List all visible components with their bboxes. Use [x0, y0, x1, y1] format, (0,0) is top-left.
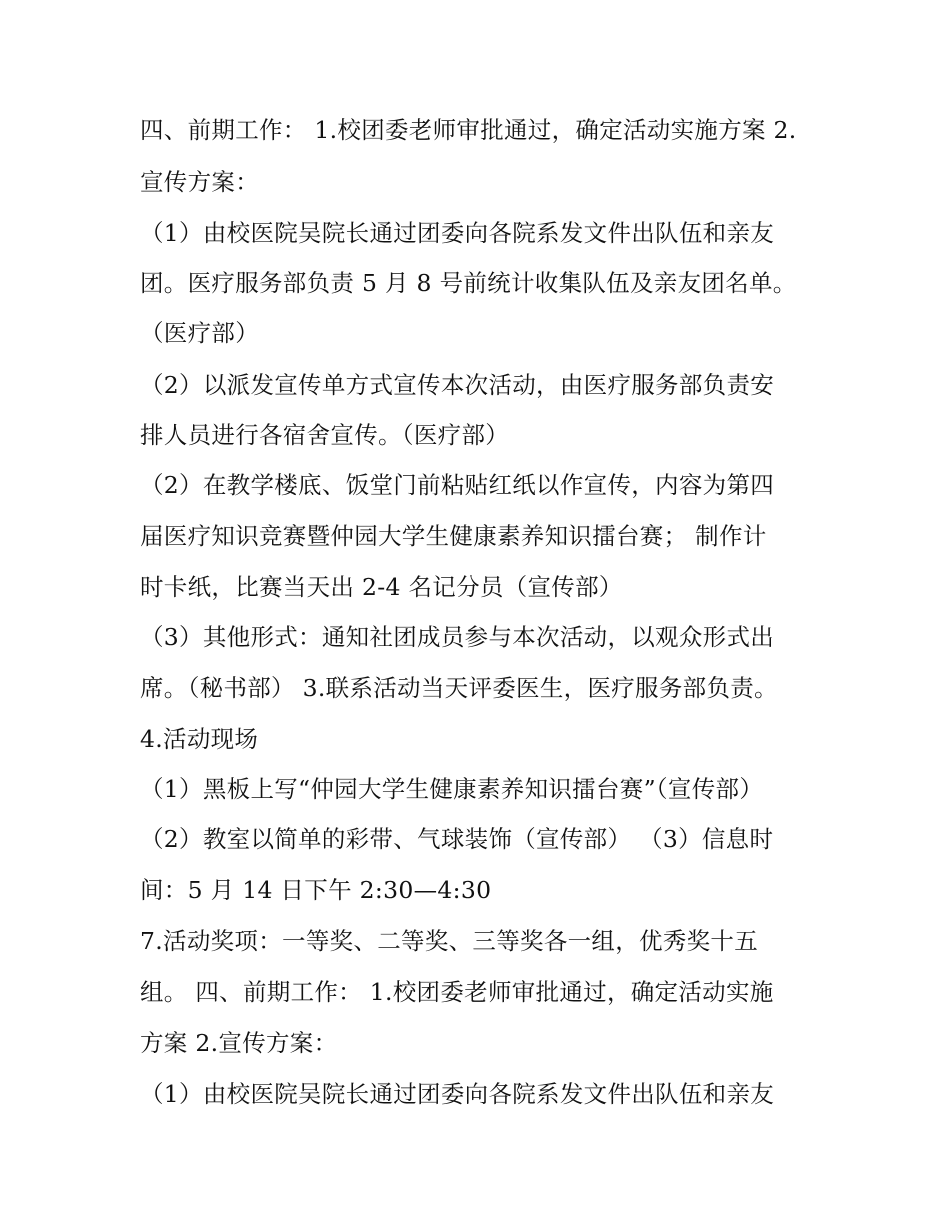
- text-line: 四、前期工作： 1.校团委老师审批通过，确定活动实施方案 2.: [140, 116, 797, 144]
- text-line: （2）以派发宣传单方式宣传本次活动，由医疗服务部负责安: [140, 371, 775, 399]
- text-line: 团。医疗服务部负责 5 月 8 号前统计收集队伍及亲友团名单。: [140, 269, 797, 297]
- text-line: （2）教室以简单的彩带、气球装饰（宣传部） （3）信息时: [140, 825, 774, 853]
- text-line: （2）在教学楼底、饭堂门前粘贴红纸以作宣传，内容为第四: [140, 471, 775, 499]
- text-line: 届医疗知识竞赛暨仲园大学生健康素养知识擂台赛； 制作计: [140, 522, 767, 550]
- text-line: （1）由校医院吴院长通过团委向各院系发文件出队伍和亲友: [140, 219, 775, 247]
- text-line: （3）其他形式：通知社团成员参与本次活动，以观众形式出: [140, 623, 775, 651]
- text-line: 席。（秘书部） 3.联系活动当天评委医生，医疗服务部负责。: [140, 674, 778, 702]
- text-line: 方案 2.宣传方案：: [140, 1029, 338, 1057]
- text-line: （医疗部）: [140, 319, 259, 347]
- text-line: 间：5 月 14 日下午 2:30—4:30: [140, 876, 492, 904]
- text-line: （1）黑板上写“仲园大学生健康素养知识擂台赛”（宣传部）: [140, 775, 764, 803]
- text-line: 宣传方案：: [140, 168, 259, 196]
- text-line: 4.活动现场: [140, 725, 259, 753]
- text-line: 组。 四、前期工作： 1.校团委老师审批通过，确定活动实施: [140, 978, 774, 1006]
- text-line: （1）由校医院吴院长通过团委向各院系发文件出队伍和亲友: [140, 1080, 775, 1108]
- text-line: 7.活动奖项：一等奖、二等奖、三等奖各一组，优秀奖十五: [140, 927, 759, 955]
- text-line: 排人员进行各宿舍宣传。（医疗部）: [140, 421, 510, 449]
- text-line: 时卡纸，比赛当天出 2-4 名记分员（宣传部）: [140, 573, 623, 601]
